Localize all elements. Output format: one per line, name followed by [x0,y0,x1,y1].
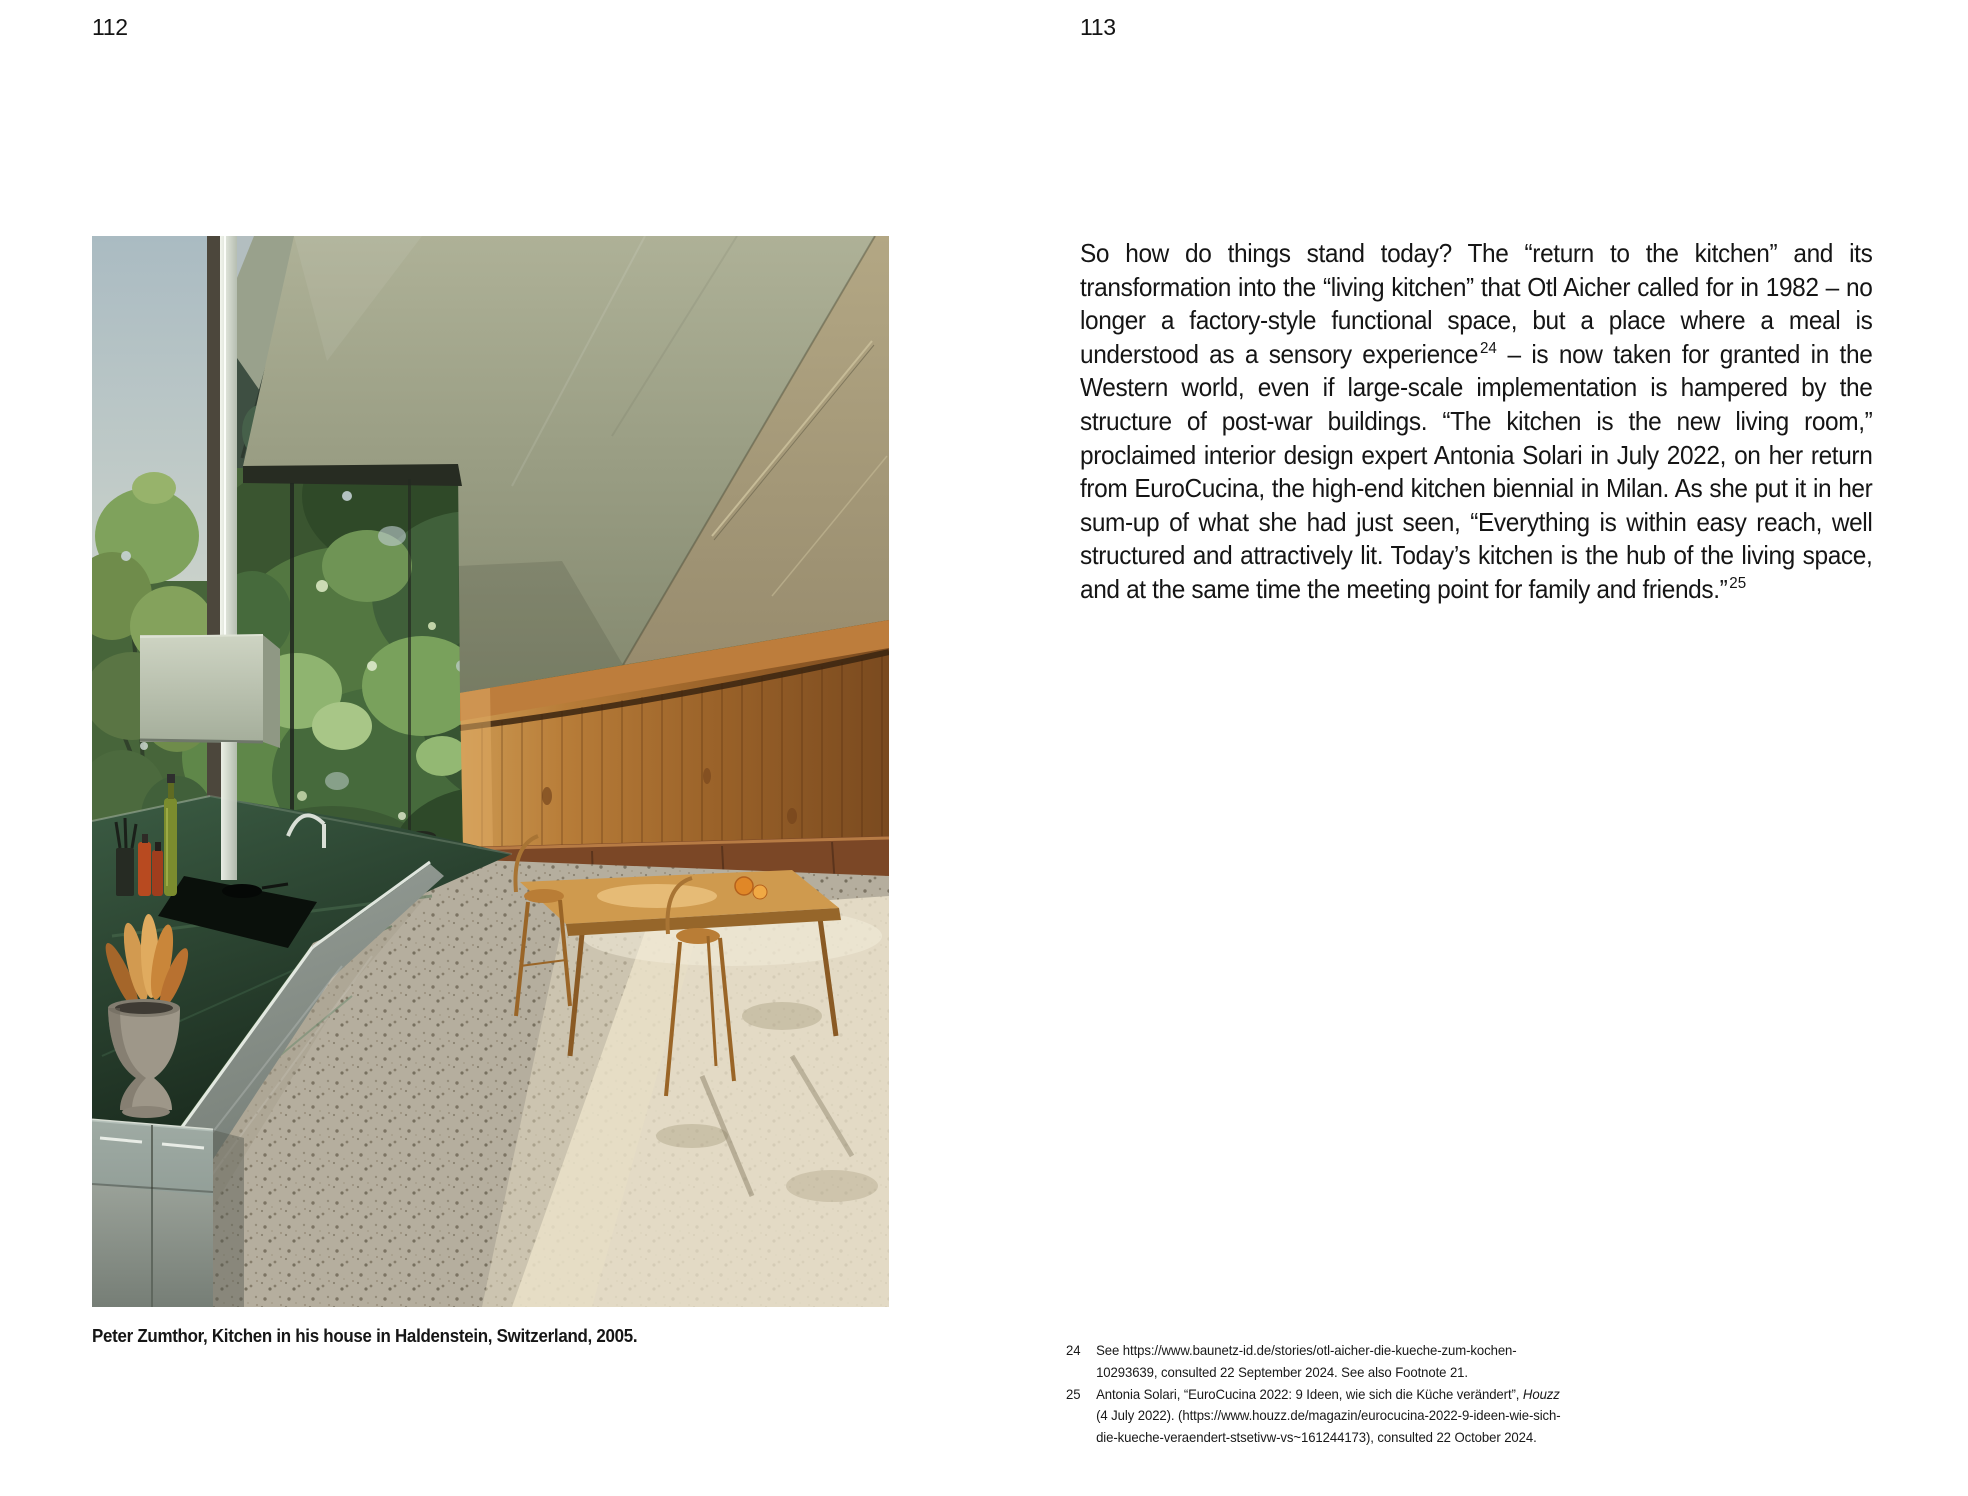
footnote-text: Antonia Solari, “EuroCucina 2022: 9 Ideen, wie sich die Küche verändert”, Houzz (4 July 2022). (https://www.houzz.de/magazin/eurocucina-2022-9-ideen-wie-sich-die-kueche-veraendert-stsetivw-vs~161244173), consulted 22 October 2024. [1096,1385,1561,1446]
body-text: So how do things stand today? The “return to the kitchen” and its transformation into the “living kitchen” that Otl Aicher called for in 1982 – no longer a factory-style functional space, but a place where a meal is understood as a sensory experience $^{24}$ – is now taken for granted in the Western world, even if large-scale implementation is hampered by the structure of post-war buildings. “The kitchen is the new living room,” proclaimed interior design expert Antonia Solari in July 2022, on her return from EuroCucina, the high-end kitchen biennial in Milan. As she put it in her sum-up of what she had just seen, “Everything is within easy reach, well structured and attractively lit. Today’s kitchen is the hub of the living space, and at the same time the meeting point for family and friends.” $^{25}$ [1080,238,1873,604]
footnote-text: See https://www.baunetz-id.de/stories/otl-aicher-die-kueche-zum-kochen-10293639, consulted 22 September 2024. See also Footnote 21. [1096,1342,1517,1380]
photo-caption: Peter Zumthor, Kitchen in his house in Haldenstein, Switzerland, 2005. [92,1326,638,1346]
footnote-24 [1066,1340,1630,1384]
page-number-right: 113 [1080,14,1116,40]
footnote-number: 25 [1066,1385,1081,1402]
footnotes [1066,1340,1630,1449]
steel-cabinet [92,1120,244,1307]
kitchen-photo [92,236,889,1307]
page-number-left: 112 [92,14,128,40]
footnote-number: 24 [1066,1342,1081,1358]
footnote-25 [1066,1384,1630,1449]
